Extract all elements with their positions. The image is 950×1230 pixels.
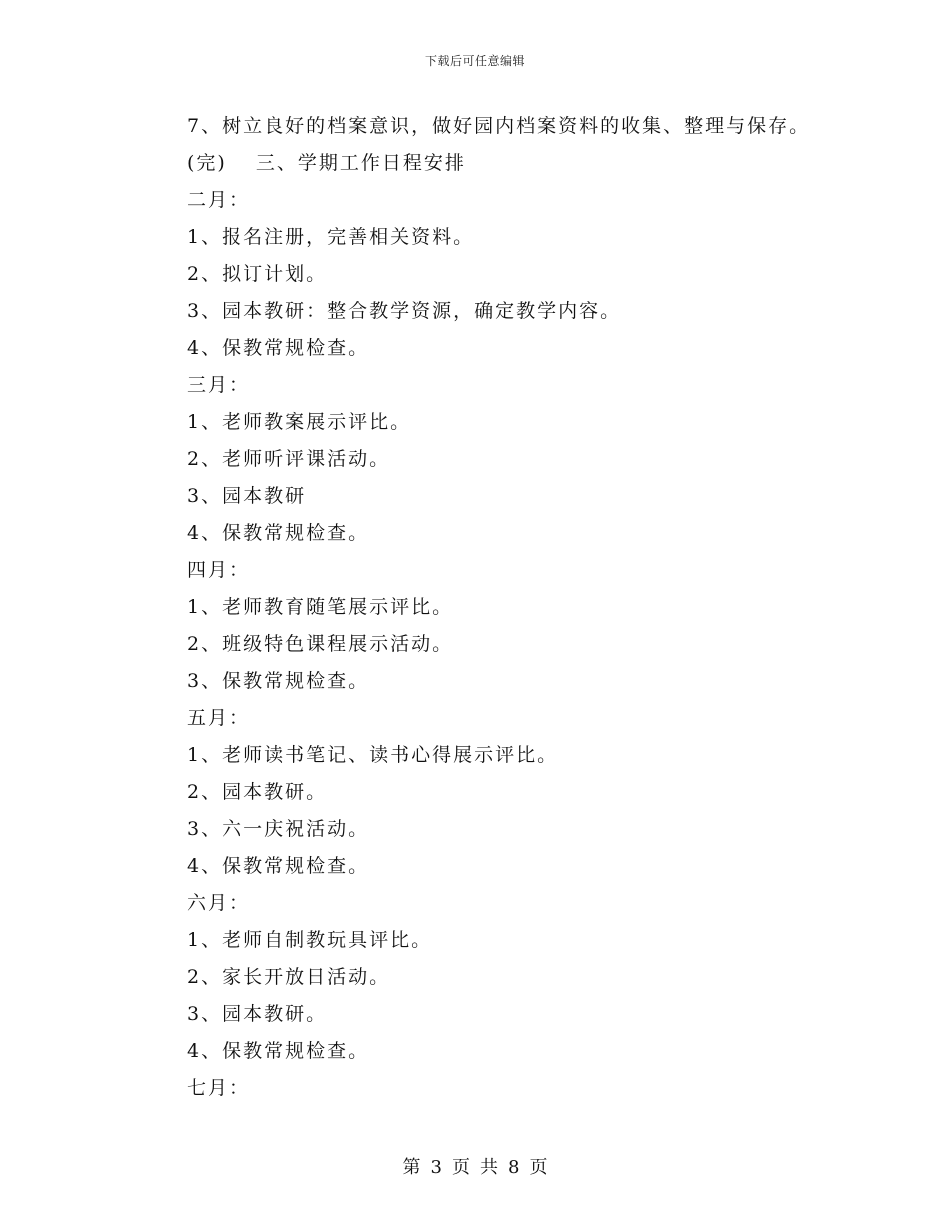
list-item: 1、老师读书笔记、读书心得展示评比。 bbox=[187, 744, 559, 766]
list-item: 1、老师自制教玩具评比。 bbox=[187, 929, 433, 951]
list-item: 1、老师教案展示评比。 bbox=[187, 411, 412, 433]
footer-separator: 共 bbox=[480, 1157, 498, 1178]
list-item: 3、六一庆祝活动。 bbox=[187, 818, 370, 840]
month-heading: 四月： bbox=[187, 559, 251, 581]
list-item: 3、园本教研：整合教学资源，确定教学内容。 bbox=[187, 300, 622, 322]
document-body bbox=[187, 108, 887, 1107]
list-item: 4、保教常规检查。 bbox=[187, 1040, 370, 1062]
month-heading: 五月： bbox=[187, 707, 251, 729]
list-item: 2、园本教研。 bbox=[187, 781, 328, 803]
list-item: 3、保教常规检查。 bbox=[187, 670, 370, 692]
list-item: 4、保教常规检查。 bbox=[187, 337, 370, 359]
list-item: 1、老师教育随笔展示评比。 bbox=[187, 596, 454, 618]
list-item: 3、园本教研 bbox=[187, 485, 307, 507]
month-heading: 七月： bbox=[187, 1077, 251, 1099]
list-item: 3、园本教研。 bbox=[187, 1003, 328, 1025]
body-line: 7、树立良好的档案意识，做好园内档案资料的收集、整理与保存。 bbox=[187, 115, 811, 137]
month-heading: 六月： bbox=[187, 892, 251, 914]
total-page-number: 8 bbox=[508, 1157, 520, 1178]
footer-prefix: 第 bbox=[402, 1157, 421, 1178]
list-item: 2、老师听评课活动。 bbox=[187, 448, 391, 470]
list-item: 1、报名注册，完善相关资料。 bbox=[187, 226, 475, 248]
list-item: 2、拟订计划。 bbox=[187, 263, 328, 285]
page-number-footer bbox=[0, 1153, 950, 1179]
list-item: 2、家长开放日活动。 bbox=[187, 966, 391, 988]
page-header-note: 下载后可任意编辑 bbox=[424, 54, 525, 68]
current-page-number: 3 bbox=[430, 1157, 442, 1178]
body-line: (完) 三、学期工作日程安排 bbox=[187, 152, 466, 174]
month-heading: 二月： bbox=[187, 189, 251, 211]
footer-suffix: 页 bbox=[529, 1157, 548, 1178]
list-item: 4、保教常规检查。 bbox=[187, 855, 370, 877]
list-item: 4、保教常规检查。 bbox=[187, 522, 370, 544]
month-heading: 三月： bbox=[187, 374, 251, 396]
footer-page-word: 页 bbox=[452, 1157, 470, 1178]
list-item: 2、班级特色课程展示活动。 bbox=[187, 633, 454, 655]
